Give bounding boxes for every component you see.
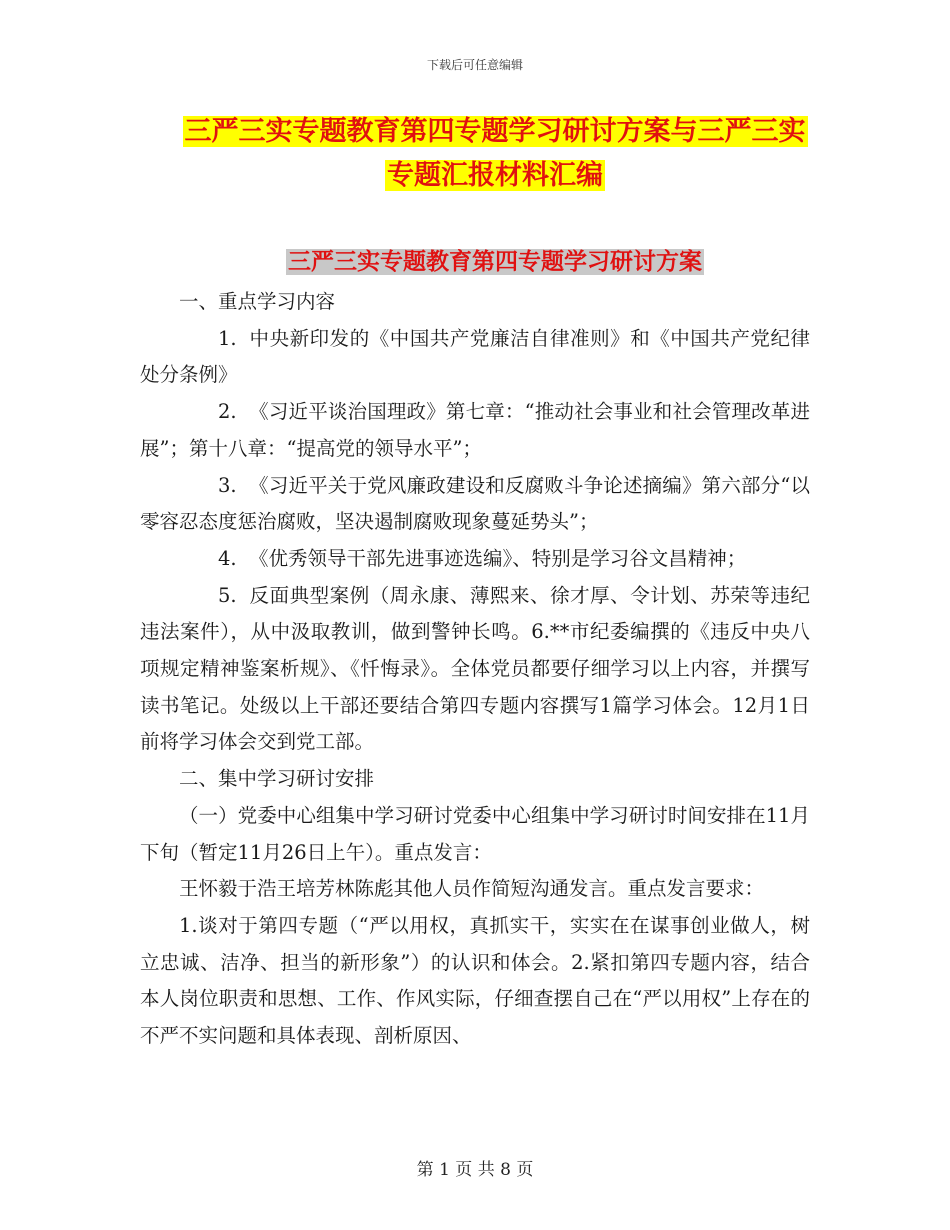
item-text: 中央新印发的《中国共产党廉洁自律准则》和《中国共产党纪律处分条例》 (140, 326, 810, 387)
part2-subsection: （一）党委中心组集中学习研讨党委中心组集中学习研讨时间安排在11月下旬（暂定11月26日上午）。重点发言： (140, 803, 810, 864)
list-item (140, 468, 810, 541)
item-text: 反面典型案例（周永康、薄熙来、徐才厚、令计划、苏荣等违纪违法案件），从中汲取教训，做到警钟长鸣。6.**市纪委编撰的《违反中央八项规定精神鉴案析规》、《忏悔录》。全体党员都要仔细学习以上内容，并撰写读书笔记。处级以上干部还要结合第四专题内容撰写1篇学习体会。12月1日前将学习体会交到党工部。 (140, 583, 810, 754)
title-line-2: 专题汇报材料汇编 (387, 160, 603, 191)
page-footer: 第 1 页 共 8 页 (416, 1160, 534, 1180)
list-item (140, 394, 810, 467)
title-line-1: 三严三实专题教育第四专题学习研讨方案与三严三实 (184, 116, 806, 147)
item-number: 4. (218, 546, 237, 570)
requirements-paragraph: 1.谈对于第四专题（“严以用权，真抓实干，实实在在谋事创业做人，树立忠诚、洁净、担当的新形象”）的认识和体会。2.紧扣第四专题内容，结合本人岗位职责和思想、工作、作风实际，仔细查摆自己在“严以用权”上存在的不严不实问题和具体表现、剖析原因、 (140, 913, 810, 1048)
header-note: 下载后可任意编辑 (426, 58, 523, 72)
item-number: 3. (218, 473, 237, 497)
document-title (140, 110, 850, 198)
item-number: 2. (218, 400, 237, 424)
list-item (140, 541, 810, 578)
list-item (140, 578, 810, 762)
list-item (140, 321, 810, 394)
document-body (140, 284, 810, 1055)
item-text: 《优秀领导干部先进事迹选编》、特别是学习谷文昌精神； (249, 546, 747, 570)
item-text: 《习近平关于党风廉政建设和反腐败斗争论述摘编》第六部分“以零容忍态度惩治腐败，坚决遏制腐败现象蔓延势头”； (140, 473, 810, 534)
section-title-text: 三严三实专题教育第四专题学习研讨方案 (288, 249, 702, 275)
item-number: 5. (218, 583, 237, 607)
part1-heading: 一、重点学习内容 (179, 290, 336, 313)
section-title (140, 242, 850, 282)
item-number: 1. (218, 326, 237, 350)
part2-heading: 二、集中学习研讨安排 (179, 767, 375, 791)
item-text: 《习近平谈治国理政》第七章：“推动社会事业和社会管理改革进展”；第十八章：“提高党的领导水平”； (140, 400, 810, 460)
speakers-paragraph: 王怀毅于浩王培芳林陈彪其他人员作简短沟通发言。重点发言要求： (179, 877, 765, 901)
